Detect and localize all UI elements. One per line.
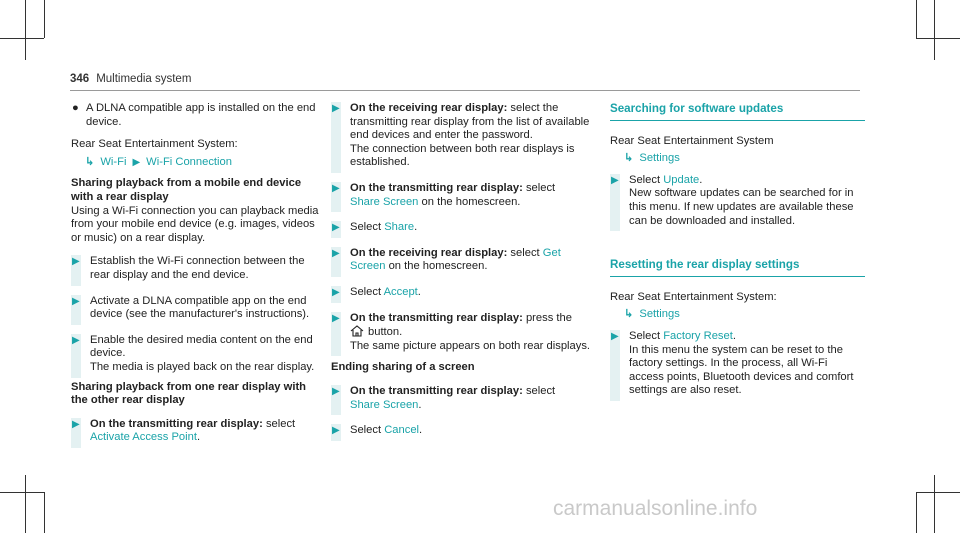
step-text: Establish the Wi-Fi connection between the rear display and the end device. bbox=[90, 255, 305, 281]
step bbox=[71, 418, 323, 445]
step-text: press the bbox=[525, 311, 572, 324]
step-bold: On the receiving rear display: bbox=[350, 246, 508, 259]
step bbox=[71, 255, 323, 282]
step bbox=[71, 334, 323, 375]
cancel-link[interactable]: Cancel bbox=[384, 424, 420, 437]
step-arrow-icon: ▶ bbox=[72, 295, 80, 307]
step-arrow-icon: ▶ bbox=[332, 182, 340, 194]
period: . bbox=[699, 173, 703, 186]
step bbox=[610, 174, 865, 228]
page-number: 346 bbox=[70, 73, 90, 85]
header-divider bbox=[70, 90, 860, 91]
path-item-wifi-connection[interactable]: Wi-Fi Connection bbox=[146, 155, 232, 168]
share-screen-link[interactable]: Share Screen bbox=[350, 195, 419, 208]
bullet-text: A DLNA compatible app is installed on the end device. bbox=[86, 102, 316, 128]
step-arrow-icon: ▶ bbox=[72, 334, 80, 346]
period: . bbox=[414, 221, 418, 234]
accept-link[interactable]: Accept bbox=[383, 285, 418, 298]
step-bold: On the transmitting rear display: bbox=[90, 417, 263, 430]
crop-mark bbox=[934, 475, 935, 533]
step-arrow-icon: ▶ bbox=[611, 330, 619, 342]
step-arrow-icon: ▶ bbox=[332, 247, 340, 259]
crop-mark bbox=[934, 0, 935, 60]
step-text: Select bbox=[629, 173, 661, 186]
menu-path bbox=[71, 156, 323, 170]
activate-access-point-link[interactable]: Activate Access Point bbox=[90, 431, 197, 444]
step-result: The media is played back on the rear display. bbox=[90, 360, 315, 373]
step-arrow-icon: ▶ bbox=[332, 286, 340, 298]
path-item-settings[interactable]: Settings bbox=[639, 152, 680, 165]
column-middle bbox=[331, 102, 596, 450]
period: . bbox=[418, 398, 422, 411]
step-arrow-icon: ▶ bbox=[72, 256, 80, 268]
step bbox=[71, 295, 323, 322]
crop-mark bbox=[25, 0, 26, 60]
column-right bbox=[610, 102, 865, 410]
share-screen-link[interactable]: Share Screen bbox=[350, 398, 419, 411]
crop-mark bbox=[916, 38, 960, 39]
step-text: Select bbox=[350, 424, 382, 437]
step-text: Activate a DLNA compatible app on the end device (see the manufacturer's instructions). bbox=[90, 294, 310, 321]
step-text: on the homescreen. bbox=[421, 195, 521, 208]
section-title-resetting: Resetting the rear display settings bbox=[610, 258, 865, 277]
system-label: Rear Seat Entertainment System bbox=[610, 134, 774, 147]
path-item-wifi[interactable]: Wi-Fi bbox=[100, 155, 127, 168]
home-icon bbox=[350, 325, 364, 337]
step-bold: On the receiving rear display: bbox=[350, 102, 508, 114]
menu-path bbox=[610, 152, 865, 166]
step-bold: On the transmitting rear display: bbox=[350, 384, 523, 397]
step-text: Select bbox=[350, 221, 382, 234]
menu-path bbox=[610, 308, 865, 322]
step bbox=[331, 102, 596, 170]
step-text: Select bbox=[350, 285, 382, 298]
period: . bbox=[732, 329, 736, 342]
crop-mark bbox=[0, 38, 44, 39]
step-result: In this menu the system can be reset to the factory settings. In the process, all Wi-Fi access points, Bluetooth devices and comfort settings are also reset. bbox=[629, 343, 854, 397]
step-text: select bbox=[510, 246, 540, 259]
step-bold: On the transmitting rear display: bbox=[350, 181, 523, 194]
crop-mark bbox=[916, 0, 917, 38]
step-arrow-icon: ▶ bbox=[332, 103, 340, 114]
section-title-software-updates: Searching for software updates bbox=[610, 102, 865, 121]
step-arrow-icon: ▶ bbox=[332, 312, 340, 324]
step-bold: On the transmitting rear display: bbox=[350, 311, 523, 324]
step bbox=[331, 182, 596, 209]
step-text: select the transmitting rear display from the list of available end devices and enter the password. bbox=[350, 102, 590, 142]
step bbox=[331, 247, 596, 274]
path-item-settings[interactable]: Settings bbox=[639, 308, 680, 321]
step bbox=[331, 424, 596, 438]
step-arrow-icon: ▶ bbox=[72, 418, 80, 430]
step-text: select bbox=[525, 181, 556, 194]
step bbox=[331, 385, 596, 412]
heading-sharing-mobile: Sharing playback from a mobile end device with a rear display bbox=[71, 177, 302, 203]
period: . bbox=[196, 431, 201, 444]
step bbox=[331, 286, 596, 300]
crop-mark bbox=[44, 0, 45, 38]
path-arrow-icon: ↳ bbox=[624, 308, 634, 321]
intro-text: Using a Wi-Fi connection you can playback media from your mobile end device (e.g. images, videos or music) on a rear display. bbox=[71, 204, 319, 244]
path-arrow-icon: ↳ bbox=[85, 155, 95, 168]
step bbox=[331, 312, 596, 354]
section-title: Multimedia system bbox=[96, 73, 192, 85]
column-left bbox=[71, 102, 323, 457]
heading-sharing-rear: Sharing playback from one rear display with the other rear display bbox=[71, 380, 307, 407]
path-arrow-icon: ↳ bbox=[624, 152, 634, 165]
heading-ending-sharing: Ending sharing of a screen bbox=[331, 361, 475, 374]
period: . bbox=[417, 285, 421, 298]
system-label: Rear Seat Entertainment System: bbox=[610, 290, 777, 303]
step bbox=[610, 330, 865, 398]
step-arrow-icon: ▶ bbox=[332, 385, 340, 397]
crop-mark bbox=[916, 492, 917, 533]
step-arrow-icon: ▶ bbox=[611, 174, 619, 186]
step-text: button. bbox=[368, 326, 403, 339]
factory-reset-link[interactable]: Factory Reset bbox=[663, 329, 733, 342]
path-separator-icon: ▶ bbox=[132, 156, 141, 168]
system-label: Rear Seat Entertainment System: bbox=[71, 138, 238, 151]
watermark: carmanualsonline.info bbox=[553, 497, 758, 520]
bullet-icon: ● bbox=[72, 102, 79, 114]
step-result: New software updates can be searched for in this menu. If new updates are available these can be downloaded and installed. bbox=[629, 187, 854, 227]
step bbox=[331, 221, 596, 235]
page-header bbox=[70, 73, 191, 87]
step-result: The same picture appears on both rear displays. bbox=[350, 339, 591, 352]
step-arrow-icon: ▶ bbox=[332, 222, 340, 234]
crop-mark bbox=[25, 475, 26, 533]
update-link[interactable]: Update bbox=[663, 173, 700, 186]
step-text: select bbox=[525, 384, 556, 397]
step-arrow-icon: ▶ bbox=[332, 425, 340, 437]
crop-mark bbox=[0, 492, 44, 493]
step-text: on the homescreen. bbox=[388, 260, 488, 273]
prerequisite-bullet bbox=[71, 102, 323, 129]
get-screen-link[interactable]: Get Screen bbox=[350, 246, 561, 273]
period: . bbox=[419, 424, 423, 437]
step-result: The connection between both rear displays is established. bbox=[350, 142, 575, 169]
step-text: Enable the desired media content on the end device. bbox=[90, 333, 313, 360]
share-link[interactable]: Share bbox=[384, 221, 415, 234]
crop-mark bbox=[44, 492, 45, 533]
step-text: select bbox=[265, 417, 296, 430]
step-text: Select bbox=[629, 329, 661, 342]
crop-mark bbox=[916, 492, 960, 493]
